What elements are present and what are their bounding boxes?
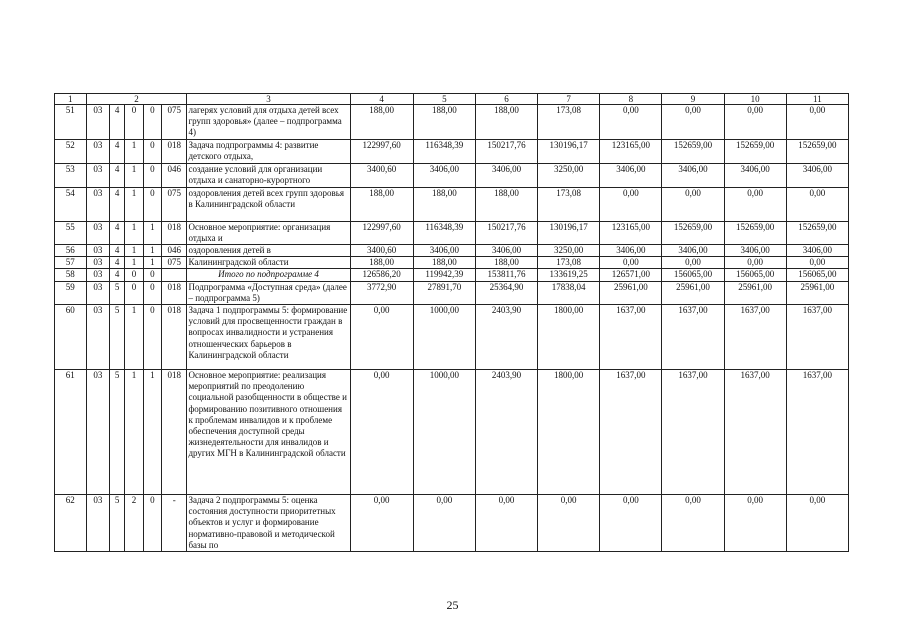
value-cell: 3406,00 [662,163,724,187]
value-cell: 0,00 [786,105,848,140]
header-cell: 1 [55,94,87,105]
value-cell: 0,00 [538,495,600,552]
code-a-cell: 03 [86,245,109,257]
code-c-cell: 1 [125,139,143,163]
value-cell: 3406,00 [475,163,537,187]
code-b-cell: 4 [110,187,125,221]
code-d-cell: 0 [143,187,161,221]
value-cell: 25961,00 [600,281,662,304]
value-cell: 156065,00 [662,269,724,281]
code-d-cell: 0 [143,281,161,304]
row-number-cell: 61 [55,370,87,495]
value-cell: 25961,00 [786,281,848,304]
code-c-cell: 1 [125,305,143,370]
row-text-cell: Основное мероприятие: реализация мероприятий по преодолению социальной разобщенности в обществе и формированию позитивного отношения к проблемам инвалидов и к проблеме обеспечения доступной среды жизнедеятельности для инвалидов и других МГН в Калининградской области [187,370,350,495]
row-number-cell: 51 [55,105,87,140]
row-number-cell: 53 [55,163,87,187]
code-c-cell: 1 [125,187,143,221]
value-cell: 1000,00 [413,305,475,370]
code-d-cell: 1 [143,370,161,495]
value-cell: 0,00 [724,105,786,140]
value-cell: 0,00 [786,257,848,269]
table-row [55,187,849,221]
row-text-cell: Задача подпрограммы 4: развитие детского отдыха, [187,139,350,163]
value-cell: 0,00 [662,105,724,140]
header-cell: 4 [350,94,413,105]
value-cell: 188,00 [475,105,537,140]
value-cell: 1637,00 [786,370,848,495]
value-cell: 0,00 [786,495,848,552]
value-cell: 122997,60 [350,139,413,163]
code-a-cell: 03 [86,281,109,304]
value-cell: 1800,00 [538,305,600,370]
code-d-cell: 0 [143,495,161,552]
value-cell: 3406,00 [724,245,786,257]
value-cell: 0,00 [724,257,786,269]
row-number-cell: 59 [55,281,87,304]
row-number-cell: 62 [55,495,87,552]
value-cell: 173,08 [538,105,600,140]
value-cell: 188,00 [350,105,413,140]
value-cell: 152659,00 [662,221,724,244]
table-row [55,139,849,163]
header-cell: 6 [475,94,537,105]
row-number-cell: 57 [55,257,87,269]
value-cell: 2403,90 [475,370,537,495]
value-cell: 130196,17 [538,139,600,163]
header-cell: 5 [413,94,475,105]
value-cell: 3772,90 [350,281,413,304]
row-text-cell: Калининградской области [187,257,350,269]
table-row [55,257,849,269]
value-cell: 3406,00 [662,245,724,257]
row-text-cell: оздоровления детей всех групп здоровья в Калининградской области [187,187,350,221]
value-cell: 130196,17 [538,221,600,244]
value-cell: 0,00 [662,495,724,552]
code-c-cell: 0 [125,281,143,304]
value-cell: 25961,00 [724,281,786,304]
value-cell: 0,00 [600,257,662,269]
row-text-cell: Подпрограмма «Доступная среда» (далее – подпрограмма 5) [187,281,350,304]
code-b-cell: 4 [110,257,125,269]
value-cell: 133619,25 [538,269,600,281]
value-cell: 1637,00 [662,305,724,370]
value-cell: 3406,00 [724,163,786,187]
code-d-cell: 0 [143,305,161,370]
value-cell: 173,08 [538,187,600,221]
table-row [55,370,849,495]
code-b-cell: 4 [110,221,125,244]
value-cell: 1637,00 [600,305,662,370]
header-cell: 11 [786,94,848,105]
row-text-cell: Задача 1 подпрограммы 5: формирование условий для просвещенности граждан в вопросах инвалидности и устранения отношенческих барьеров в Калининградской области [187,305,350,370]
value-cell: 3250,00 [538,163,600,187]
value-cell: 3406,00 [413,245,475,257]
value-cell: 25364,90 [475,281,537,304]
code-b-cell: 4 [110,245,125,257]
code-e-cell: 018 [162,281,187,304]
code-a-cell: 03 [86,305,109,370]
value-cell: 153811,76 [475,269,537,281]
value-cell: 0,00 [413,495,475,552]
code-a-cell: 03 [86,257,109,269]
code-c-cell: 1 [125,257,143,269]
page-number: 25 [446,598,459,612]
value-cell: 116348,39 [413,139,475,163]
header-cell: 2 [86,94,187,105]
value-cell: 188,00 [413,187,475,221]
header-row [55,94,849,105]
value-cell: 0,00 [600,495,662,552]
header-cell: 3 [187,94,350,105]
code-e-cell: - [162,495,187,552]
value-cell: 1000,00 [413,370,475,495]
code-a-cell: 03 [86,370,109,495]
value-cell: 152659,00 [786,139,848,163]
value-cell: 0,00 [350,370,413,495]
value-cell: 2403,90 [475,305,537,370]
value-cell: 0,00 [600,187,662,221]
header-cell: 9 [662,94,724,105]
header-cell: 8 [600,94,662,105]
code-e-cell: 075 [162,105,187,140]
value-cell: 188,00 [413,257,475,269]
code-a-cell: 03 [86,163,109,187]
code-c-cell: 0 [125,269,143,281]
value-cell: 150217,76 [475,221,537,244]
table-row [55,305,849,370]
value-cell: 1637,00 [662,370,724,495]
value-cell: 119942,39 [413,269,475,281]
value-cell: 123165,00 [600,221,662,244]
value-cell: 156065,00 [724,269,786,281]
row-number-cell: 56 [55,245,87,257]
table-row [55,163,849,187]
table-row [55,245,849,257]
code-d-cell: 0 [143,105,161,140]
code-c-cell: 1 [125,163,143,187]
value-cell: 3406,00 [600,163,662,187]
code-c-cell: 1 [125,370,143,495]
value-cell: 188,00 [475,257,537,269]
header-cell: 7 [538,94,600,105]
value-cell: 3400,60 [350,163,413,187]
value-cell: 116348,39 [413,221,475,244]
table-row [55,269,849,281]
value-cell: 0,00 [350,305,413,370]
code-b-cell: 4 [110,139,125,163]
code-e-cell: 075 [162,257,187,269]
row-number-cell: 54 [55,187,87,221]
value-cell: 188,00 [350,187,413,221]
value-cell: 188,00 [413,105,475,140]
value-cell: 3400,60 [350,245,413,257]
value-cell: 0,00 [662,187,724,221]
value-cell: 0,00 [724,495,786,552]
code-e-cell: 018 [162,370,187,495]
value-cell: 126586,20 [350,269,413,281]
value-cell: 1800,00 [538,370,600,495]
code-d-cell: 1 [143,245,161,257]
value-cell: 3406,00 [786,163,848,187]
value-cell: 1637,00 [786,305,848,370]
budget-table [54,93,849,552]
value-cell: 188,00 [475,187,537,221]
value-cell: 27891,70 [413,281,475,304]
value-cell: 156065,00 [786,269,848,281]
table-row [55,281,849,304]
row-text-cell: Итого по подпрограмме 4 [187,269,350,281]
value-cell: 0,00 [786,187,848,221]
row-number-cell: 52 [55,139,87,163]
table-row [55,221,849,244]
value-cell: 173,08 [538,257,600,269]
value-cell: 150217,76 [475,139,537,163]
value-cell: 3250,00 [538,245,600,257]
value-cell: 25961,00 [662,281,724,304]
value-cell: 152659,00 [786,221,848,244]
code-d-cell: 1 [143,221,161,244]
value-cell: 152659,00 [724,139,786,163]
code-e-cell [162,269,187,281]
code-b-cell: 5 [110,370,125,495]
code-a-cell: 03 [86,187,109,221]
value-cell: 122997,60 [350,221,413,244]
code-d-cell: 1 [143,257,161,269]
row-text-cell: Задача 2 подпрограммы 5: оценка состояния доступности приоритетных объектов и услуг и формирование нормативно-правовой и методической базы по [187,495,350,552]
code-c-cell: 1 [125,245,143,257]
code-c-cell: 0 [125,105,143,140]
row-text-cell: лагерях условий для отдыха детей всех групп здоровья» (далее – подпрограмма 4) [187,105,350,140]
code-b-cell: 5 [110,495,125,552]
code-b-cell: 5 [110,305,125,370]
row-text-cell: оздоровления детей в [187,245,350,257]
code-e-cell: 018 [162,221,187,244]
code-d-cell: 0 [143,163,161,187]
code-e-cell: 046 [162,245,187,257]
value-cell: 0,00 [724,187,786,221]
value-cell: 3406,00 [413,163,475,187]
code-a-cell: 03 [86,495,109,552]
value-cell: 188,00 [350,257,413,269]
value-cell: 17838,04 [538,281,600,304]
header-cell: 10 [724,94,786,105]
code-c-cell: 2 [125,495,143,552]
code-e-cell: 018 [162,139,187,163]
table-row [55,105,849,140]
value-cell: 0,00 [350,495,413,552]
value-cell: 3406,00 [600,245,662,257]
row-text-cell: Основное мероприятие: организация отдыха и [187,221,350,244]
code-b-cell: 5 [110,281,125,304]
value-cell: 0,00 [662,257,724,269]
row-number-cell: 60 [55,305,87,370]
value-cell: 0,00 [475,495,537,552]
code-b-cell: 4 [110,105,125,140]
code-e-cell: 075 [162,187,187,221]
code-a-cell: 03 [86,269,109,281]
table-row [55,495,849,552]
value-cell: 123165,00 [600,139,662,163]
value-cell: 152659,00 [724,221,786,244]
code-e-cell: 018 [162,305,187,370]
code-c-cell: 1 [125,221,143,244]
value-cell: 126571,00 [600,269,662,281]
value-cell: 1637,00 [600,370,662,495]
code-d-cell: 0 [143,139,161,163]
row-number-cell: 55 [55,221,87,244]
code-b-cell: 4 [110,269,125,281]
code-b-cell: 4 [110,163,125,187]
code-a-cell: 03 [86,105,109,140]
value-cell: 152659,00 [662,139,724,163]
row-text-cell: создание условий для организации отдыха и санаторно-курортного [187,163,350,187]
value-cell: 3406,00 [475,245,537,257]
code-e-cell: 046 [162,163,187,187]
code-a-cell: 03 [86,139,109,163]
code-d-cell: 0 [143,269,161,281]
value-cell: 0,00 [600,105,662,140]
value-cell: 1637,00 [724,305,786,370]
value-cell: 3406,00 [786,245,848,257]
value-cell: 1637,00 [724,370,786,495]
code-a-cell: 03 [86,221,109,244]
row-number-cell: 58 [55,269,87,281]
